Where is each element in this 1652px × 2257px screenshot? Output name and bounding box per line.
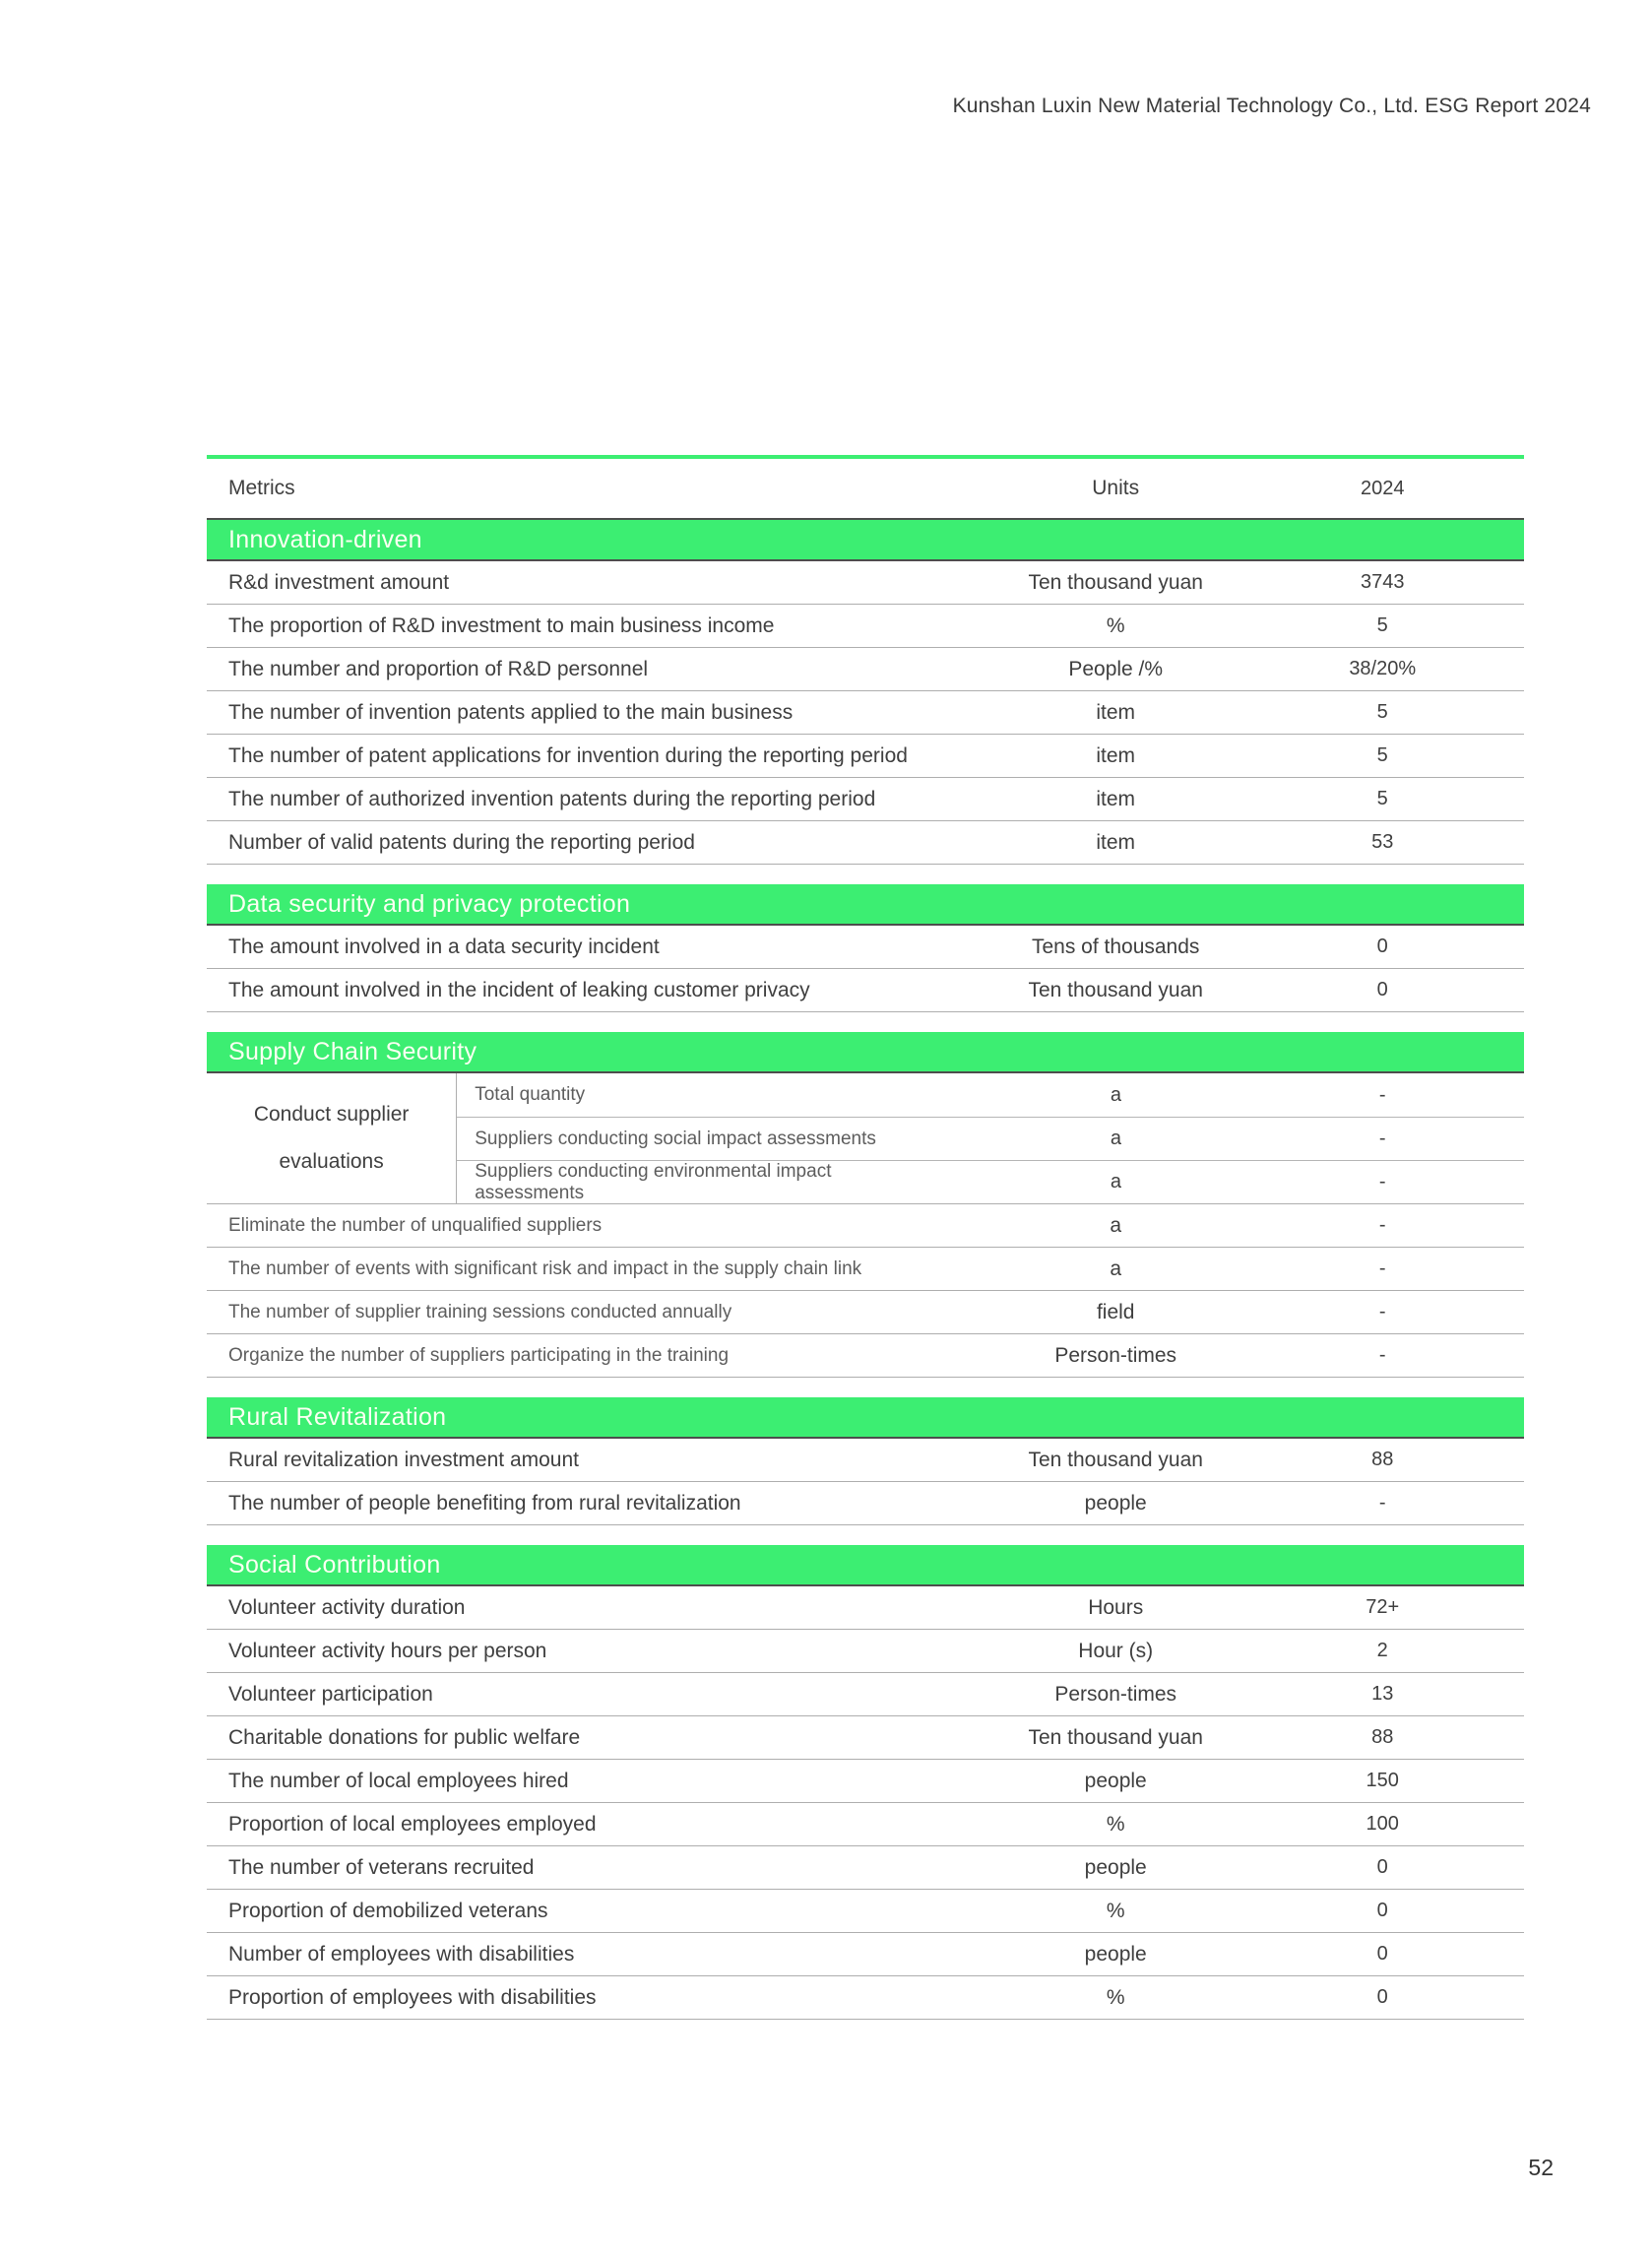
section-header: Supply Chain Security	[207, 1032, 1524, 1073]
metric-cell: The number of people benefiting from rural revitalization	[228, 1491, 741, 1515]
metric-cell: Proportion of employees with disabilities	[228, 1985, 597, 2009]
metric-cell: Charitable donations for public welfare	[228, 1725, 581, 1749]
value-cell: 72+	[1366, 1596, 1400, 1618]
table-row	[207, 1673, 1524, 1716]
unit-cell: a	[1110, 1083, 1121, 1106]
table-sections	[207, 520, 1524, 2020]
unit-cell: people	[1084, 1491, 1147, 1515]
metric-cell: Suppliers conducting social impact assessments	[475, 1128, 876, 1149]
metric-cell: Number of employees with disabilities	[228, 1942, 575, 1966]
unit-cell: %	[1106, 1899, 1125, 1922]
unit-cell: %	[1106, 613, 1125, 637]
table-row	[207, 1760, 1524, 1803]
metric-cell: The number of veterans recruited	[228, 1855, 535, 1879]
unit-cell: item	[1096, 700, 1136, 724]
unit-cell: a	[1110, 1171, 1121, 1193]
section-header: Innovation-driven	[207, 520, 1524, 561]
metric-cell: The amount involved in a data security incident	[228, 935, 660, 958]
value-cell: -	[1378, 1344, 1386, 1366]
unit-cell: Ten thousand yuan	[1028, 1448, 1203, 1471]
value-cell: -	[1378, 1257, 1386, 1279]
table-row	[457, 1117, 1524, 1160]
value-cell: -	[1378, 1083, 1386, 1106]
table-row	[207, 605, 1524, 648]
metric-cell: R&d investment amount	[228, 570, 450, 594]
report-title: Kunshan Luxin New Material Technology Co., Ltd. ESG Report 2024	[952, 95, 1591, 117]
unit-cell: a	[1110, 1213, 1122, 1237]
value-cell: 5	[1376, 701, 1388, 723]
unit-cell: Hours	[1088, 1595, 1144, 1619]
unit-cell: Person-times	[1054, 1343, 1177, 1367]
unit-cell: people	[1084, 1942, 1147, 1966]
value-cell: -	[1378, 1214, 1386, 1236]
table-row	[207, 1334, 1524, 1378]
unit-cell: item	[1096, 743, 1136, 767]
metric-cell: Proportion of demobilized veterans	[228, 1899, 548, 1922]
value-cell: 2	[1376, 1640, 1388, 1661]
group-label: Conduct supplier evaluations	[207, 1073, 457, 1203]
table-row	[207, 821, 1524, 865]
metric-cell: The proportion of R&D investment to main business income	[228, 613, 775, 637]
metric-cell: The amount involved in the incident of leaking customer privacy	[228, 978, 810, 1001]
table-row	[207, 778, 1524, 821]
unit-cell: item	[1096, 830, 1136, 854]
unit-cell: Tens of thousands	[1031, 935, 1200, 958]
table-row	[207, 1716, 1524, 1760]
metric-cell: Organize the number of suppliers participating in the training	[228, 1344, 730, 1366]
value-cell: 100	[1366, 1813, 1399, 1835]
metric-cell: Proportion of local employees employed	[228, 1812, 597, 1836]
metric-cell: Volunteer activity hours per person	[228, 1639, 547, 1662]
table-row	[207, 1976, 1524, 2020]
value-cell: 5	[1376, 788, 1388, 809]
value-cell: 88	[1371, 1726, 1394, 1748]
group-rows	[457, 1073, 1524, 1203]
unit-cell: people	[1084, 1855, 1147, 1879]
metric-cell: Total quantity	[475, 1084, 586, 1105]
value-cell: 3743	[1360, 571, 1405, 593]
metric-cell: Rural revitalization investment amount	[228, 1448, 579, 1471]
metric-cell: Number of valid patents during the reporting period	[228, 830, 695, 854]
section-header: Rural Revitalization	[207, 1397, 1524, 1439]
value-cell: 0	[1376, 1856, 1388, 1878]
unit-cell: Person-times	[1054, 1682, 1177, 1706]
value-cell: 0	[1376, 1943, 1388, 1965]
metric-cell: Suppliers conducting environmental impact assessments	[475, 1160, 832, 1203]
value-cell: -	[1378, 1492, 1386, 1514]
table-row	[207, 648, 1524, 691]
value-cell: 0	[1376, 935, 1388, 957]
value-cell: -	[1378, 1171, 1386, 1193]
table-row	[207, 1291, 1524, 1334]
esg-metrics-table	[207, 455, 1524, 2020]
unit-cell: Hour (s)	[1078, 1639, 1154, 1662]
table-row	[207, 1482, 1524, 1525]
column-header-2024: 2024	[1360, 477, 1405, 499]
table-row	[457, 1160, 1524, 1203]
value-cell: 5	[1376, 614, 1388, 636]
table-row	[207, 1204, 1524, 1248]
table-column-header-row	[207, 459, 1524, 520]
value-cell: 0	[1376, 1900, 1388, 1921]
metric-cell: The number of supplier training sessions conducted annually	[228, 1301, 732, 1322]
table-row	[457, 1073, 1524, 1117]
metric-cell: Volunteer participation	[228, 1682, 433, 1706]
value-cell: 38/20%	[1349, 658, 1417, 679]
table-row	[207, 1439, 1524, 1482]
table-row	[207, 691, 1524, 735]
unit-cell: item	[1096, 787, 1136, 810]
unit-cell: Ten thousand yuan	[1028, 978, 1203, 1001]
value-cell: 13	[1371, 1683, 1394, 1705]
unit-cell: %	[1106, 1985, 1125, 2009]
value-cell: 0	[1376, 1986, 1388, 2008]
unit-cell: Ten thousand yuan	[1028, 570, 1203, 594]
table-row	[207, 1248, 1524, 1291]
table-row	[207, 926, 1524, 969]
supplier-evaluation-group	[207, 1073, 1524, 1204]
column-header-units: Units	[1092, 477, 1140, 499]
table-row	[207, 1890, 1524, 1933]
unit-cell: Ten thousand yuan	[1028, 1725, 1203, 1749]
metric-cell: The number and proportion of R&D personnel	[228, 657, 649, 680]
metric-cell: The number of events with significant risk and impact in the supply chain link	[228, 1257, 862, 1279]
page-number: 52	[1528, 2155, 1554, 2180]
metric-cell: Eliminate the number of unqualified suppliers	[228, 1214, 603, 1236]
value-cell: 53	[1371, 831, 1394, 853]
metric-cell: The number of invention patents applied to the main business	[228, 700, 794, 724]
value-cell: 5	[1376, 744, 1388, 766]
unit-cell: %	[1106, 1812, 1125, 1836]
table-row	[207, 1933, 1524, 1976]
unit-cell: a	[1110, 1128, 1121, 1149]
unit-cell: people	[1084, 1769, 1147, 1792]
metric-cell: Volunteer activity duration	[228, 1595, 466, 1619]
column-header-metrics: Metrics	[228, 477, 295, 499]
table-row	[207, 1586, 1524, 1630]
unit-cell: People /%	[1068, 657, 1164, 680]
section-header: Social Contribution	[207, 1545, 1524, 1586]
metric-cell: The number of patent applications for invention during the reporting period	[228, 743, 908, 767]
unit-cell: field	[1096, 1300, 1135, 1323]
unit-cell: a	[1110, 1257, 1122, 1280]
section-header: Data security and privacy protection	[207, 884, 1524, 926]
table-row	[207, 1630, 1524, 1673]
table-row	[207, 1846, 1524, 1890]
table-row	[207, 735, 1524, 778]
value-cell: 0	[1376, 979, 1388, 1000]
value-cell: -	[1378, 1128, 1386, 1149]
value-cell: 88	[1371, 1449, 1394, 1470]
metric-cell: The number of local employees hired	[228, 1769, 569, 1792]
value-cell: -	[1378, 1301, 1386, 1322]
metric-cell: The number of authorized invention patents during the reporting period	[228, 787, 876, 810]
table-row	[207, 561, 1524, 605]
table-row	[207, 969, 1524, 1012]
table-row	[207, 1803, 1524, 1846]
value-cell: 150	[1366, 1770, 1399, 1791]
